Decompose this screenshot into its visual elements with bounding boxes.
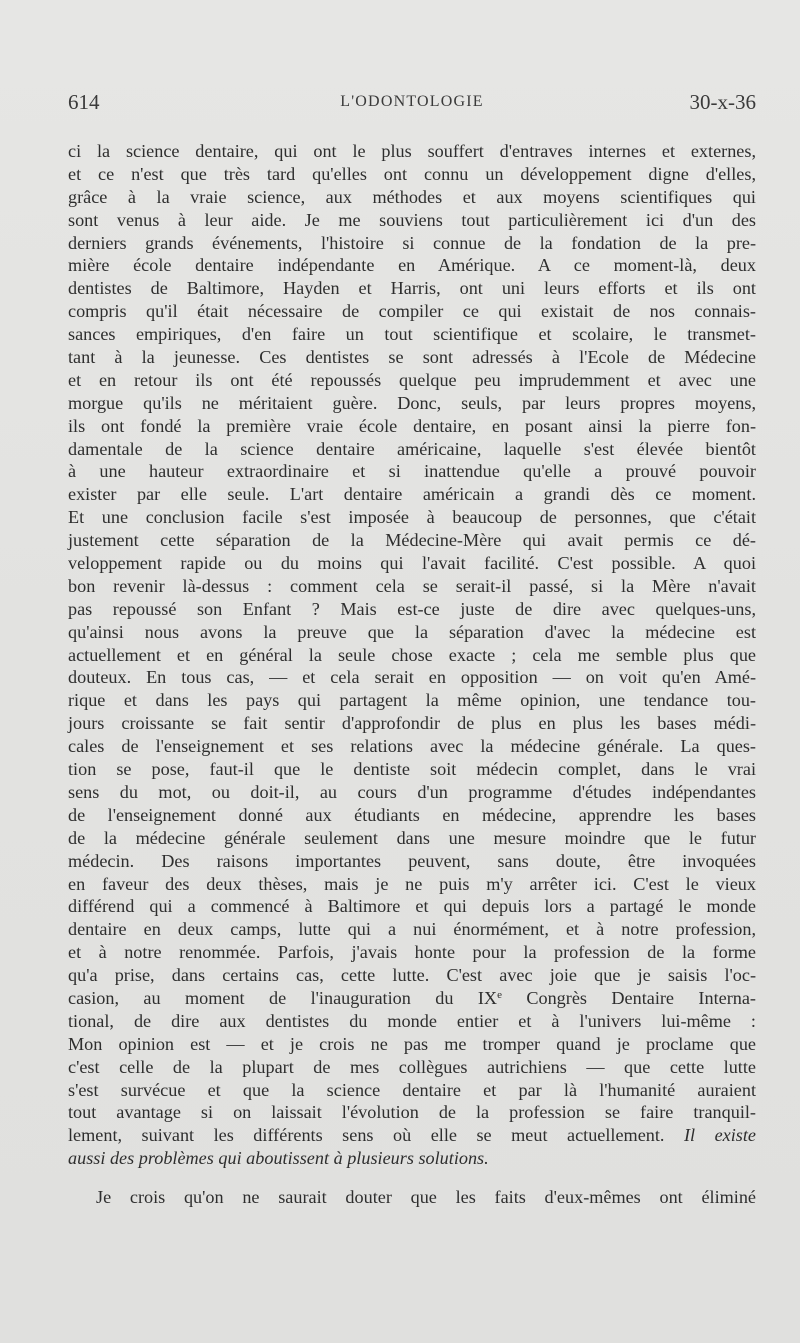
text-line: justement cette séparation de la Médecine-Mère qui avait permis ce dé- — [68, 530, 756, 551]
text-line: c'est celle de la plupart de mes collègues autrichiens — que cette lutte — [68, 1056, 756, 1077]
text-line: sens du mot, ou doit-il, au cours d'un programme d'études indépendantes — [68, 781, 756, 802]
article-body — [68, 140, 756, 1209]
text-line: qu'a prise, dans certains cas, cette lutte. C'est avec joie que je saisis l'oc- — [68, 965, 756, 986]
text-line: mière école dentaire indépendante en Amérique. A ce moment-là, deux — [68, 255, 756, 276]
text-line: et ce n'est que très tard qu'elles ont connu un développement digne d'elles, — [68, 163, 756, 184]
text-line: tion se pose, faut-il que le dentiste soit médecin complet, dans le vrai — [68, 759, 756, 780]
text-line: Et une conclusion facile s'est imposée à beaucoup de personnes, que c'était — [68, 507, 756, 528]
running-header — [68, 90, 756, 120]
text-line: pas repoussé son Enfant ? Mais est-ce juste de dire avec quelques-uns, — [68, 598, 756, 619]
text-line: dentistes de Baltimore, Hayden et Harris, ont uni leurs efforts et ils ont — [68, 278, 756, 299]
text-line: qu'ainsi nous avons la preuve que la séparation d'avec la médecine est — [68, 621, 756, 642]
text-line: rique et dans les pays qui partagent la même opinion, une tendance tou- — [68, 690, 756, 711]
text-line — [68, 987, 756, 1010]
paragraph-gap — [68, 1170, 756, 1186]
text-line: Mon opinion est — et je crois ne pas me tromper quand je proclame que — [68, 1033, 756, 1054]
text-line: et en retour ils ont été repoussés quelque peu imprudemment et avec une — [68, 369, 756, 390]
text-line: ci la science dentaire, qui ont le plus souffert d'entraves internes et externes, — [68, 141, 756, 161]
text-line: de la médecine générale seulement dans une mesure moindre que le futur — [68, 827, 756, 848]
text-run: lement, suivant les différents sens où elle se meut actuellement. — [68, 1125, 665, 1146]
text-line: tional, de dire aux dentistes du monde entier et à l'univers lui-même : — [68, 1010, 756, 1031]
text-line: jours croissante se fait sentir d'approfondir de plus en plus les bases médi- — [68, 713, 756, 734]
text-line: sont venus à leur aide. Je me souviens tout particulièrement ici d'un des — [68, 209, 756, 230]
text-line: damentale de la science dentaire américaine, laquelle s'est élevée bientôt — [68, 438, 756, 459]
text-line: bon revenir là-dessus : comment cela se serait-il passé, si la Mère n'avait — [68, 575, 756, 596]
text-line: et à notre renommée. Parfois, j'avais honte pour la profession de la forme — [68, 942, 756, 963]
superscript: e — [497, 988, 502, 1001]
text-line: grâce à la vraie science, aux méthodes et aux moyens scientifiques qui — [68, 186, 756, 207]
paragraph — [68, 140, 756, 1170]
text-line: actuellement et en général la seule chose exacte ; cela me semble plus que — [68, 644, 756, 665]
text-line: ils ont fondé la première vraie école dentaire, en posant ainsi la pierre fon- — [68, 415, 756, 436]
text-line: de l'enseignement donné aux étudiants en médecine, apprendre les bases — [68, 804, 756, 825]
text-line — [68, 1124, 756, 1147]
text-line: à une hauteur extraordinaire et si inattendue qu'elle a prouvé pouvoir — [68, 461, 756, 482]
text-line: tout avantage si on laissait l'évolution de la profession se faire tranquil- — [68, 1102, 756, 1123]
italic-text: aussi des problèmes qui aboutissent à plusieurs solutions. — [68, 1148, 489, 1169]
text-line: s'est survécue et que la science dentaire et par là l'humanité auraient — [68, 1079, 756, 1100]
italic-text: Il existe — [664, 1125, 756, 1146]
text-line: sances empiriques, d'en faire un tout scientifique et scolaire, le transmet- — [68, 324, 756, 345]
text-line: exister par elle seule. L'art dentaire américain a grandi dès ce moment. — [68, 484, 756, 505]
paragraph — [68, 1186, 756, 1209]
text-line: cales de l'enseignement et ses relations avec la médecine générale. La ques- — [68, 736, 756, 757]
text-line: médecin. Des raisons importantes peuvent, sans doute, être invoquées — [68, 850, 756, 871]
text-line: douteux. En tous cas, — et cela serait en opposition — on voit qu'en Amé- — [68, 667, 756, 688]
text-line — [68, 1147, 756, 1170]
text-line: morgue qu'ils ne méritaient guère. Donc, seuls, par leurs propres moyens, — [68, 392, 756, 413]
text-line: en faveur des deux thèses, mais je ne puis m'y arrêter ici. C'est le vieux — [68, 873, 756, 894]
issue-date: 30-x-36 — [689, 90, 756, 114]
text-run: casion, au moment de l'inauguration du IX — [68, 987, 498, 1008]
text-line: veloppement rapide ou du moins qui l'avait facilité. C'est possible. A quoi — [68, 553, 756, 574]
text-run: Congrès Dentaire Interna- — [501, 987, 756, 1008]
text-line: tant à la jeunesse. Ces dentistes se sont adressés à l'Ecole de Médecine — [68, 347, 756, 368]
text-line: derniers grands événements, l'histoire si connue de la fondation de la pre- — [68, 232, 756, 253]
text-line: compris qu'il était nécessaire de compiler ce qui existait de nos connais- — [68, 301, 756, 322]
page-number: 614 — [68, 90, 100, 114]
text-line: Je crois qu'on ne saurait douter que les faits d'eux-mêmes ont éliminé — [96, 1187, 756, 1208]
text-line: dentaire en deux camps, lutte qui a nui énormément, et à notre profession, — [68, 919, 756, 940]
text-line: différend qui a commencé à Baltimore et qui depuis lors a partagé le monde — [68, 896, 756, 917]
journal-title: L'ODONTOLOGIE — [340, 93, 484, 110]
